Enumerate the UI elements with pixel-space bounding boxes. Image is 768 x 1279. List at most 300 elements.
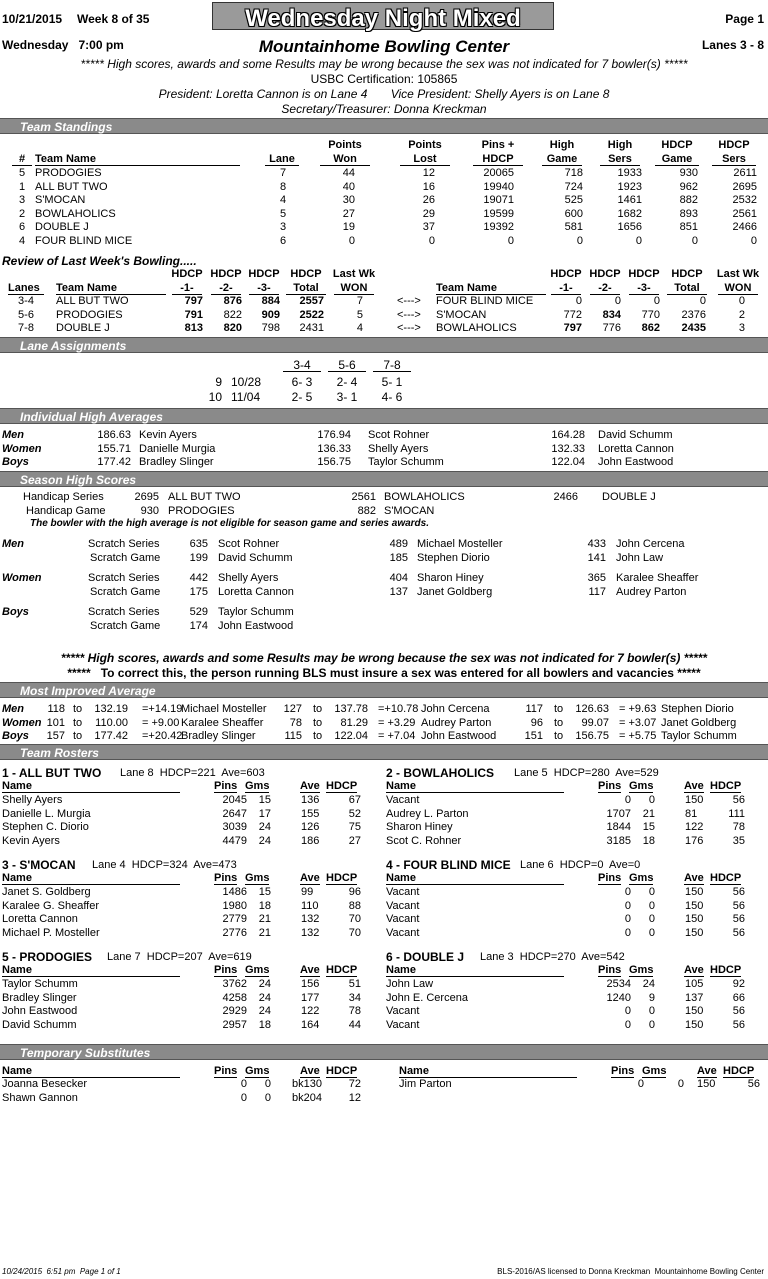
standing-lane: 3 xyxy=(279,221,287,233)
sub-ave: bk204 xyxy=(292,1092,322,1104)
improved-delta: = +9.00 xyxy=(142,716,180,729)
roster-player-gms: 24 xyxy=(258,834,271,847)
warning-line-1: ***** High scores, awards and some Results may be wrong because the sex was not indicated for 7 bowler(s) ***** xyxy=(60,651,708,665)
standing-won: 27 xyxy=(342,207,355,220)
season-score: 404 xyxy=(389,572,408,584)
season-bowler: Janet Goldberg xyxy=(417,586,493,598)
review-header-top: HDCP xyxy=(248,268,280,280)
lane-pairing: 2- 4 xyxy=(336,375,358,389)
high-avg-value: 164.28 xyxy=(551,429,585,441)
sub-name: Shawn Gannon xyxy=(2,1092,78,1104)
roster-player-hdcp: 111 xyxy=(728,807,745,820)
roster-player-hdcp: 56 xyxy=(732,1018,745,1031)
standing-team: ALL BUT TWO xyxy=(35,180,108,193)
roster-player-gms: 0 xyxy=(648,1005,655,1017)
roster-player-hdcp: 34 xyxy=(348,991,361,1004)
high-avg-name: Kevin Ayers xyxy=(139,429,197,441)
review-g3: 862 xyxy=(641,322,660,334)
review-g2: 822 xyxy=(223,308,242,321)
high-avg-name: David Schumm xyxy=(598,429,673,441)
review-header-top: HDCP xyxy=(171,268,203,280)
season-score: 529 xyxy=(189,606,208,618)
roster-player-ave: 156 xyxy=(301,978,320,990)
roster-player-ave: 137 xyxy=(685,991,704,1004)
review-header-top: HDCP xyxy=(550,268,582,280)
roster-player-name: Stephen C. Diorio xyxy=(2,821,89,833)
roster-player-ave: 150 xyxy=(685,1005,704,1017)
standing-hg: 525 xyxy=(564,194,583,206)
lanes-range: Lanes 3 - 8 xyxy=(701,38,764,52)
roster-player-gms: 21 xyxy=(258,913,271,925)
improved-to: to xyxy=(554,730,564,742)
footer-printed: 10/24/2015 6:51 pm Page 1 of 1 xyxy=(2,1267,121,1276)
roster-player-pins: 2647 xyxy=(222,807,247,820)
improved-end: 99.07 xyxy=(581,716,609,729)
high-avg-label: Men xyxy=(2,429,24,441)
roster-player-name: Karalee G. Sheaffer xyxy=(2,899,100,912)
improved-end: 110.00 xyxy=(95,716,128,729)
lane-date: 10/28 xyxy=(231,375,262,389)
standing-hs: 1923 xyxy=(617,180,642,193)
review-total: 2376 xyxy=(681,308,706,321)
roster-player-pins: 0 xyxy=(624,899,631,912)
roster-player-ave: 110 xyxy=(301,899,319,912)
review-header: -2- xyxy=(590,283,620,295)
season-bowler: Shelly Ayers xyxy=(218,572,279,584)
roster-col-hdcp: HDCP xyxy=(326,872,358,884)
improved-start: 118 xyxy=(47,703,65,715)
standing-lost: 0 xyxy=(428,234,435,247)
roster-col-name: Name xyxy=(2,965,180,977)
roster-player-hdcp: 56 xyxy=(732,926,745,939)
season-team-score: 2695 xyxy=(134,491,159,503)
column-header: Lost xyxy=(400,154,450,166)
lane-pairing: 3- 1 xyxy=(336,390,358,404)
roster-col-hdcp: HDCP xyxy=(710,964,742,976)
lane-pairing: 4- 6 xyxy=(381,390,403,404)
review-won: 7 xyxy=(356,295,363,307)
lane-week: 9 xyxy=(215,375,222,389)
subs-col-hdcp: HDCP xyxy=(723,1065,755,1077)
officers-line: President: Loretta Cannon is on Lane 4 Vice President: Shelly Ayers is on Lane 8 xyxy=(158,87,610,101)
roster-player-hdcp: 56 xyxy=(732,1005,745,1017)
roster-player-gms: 0 xyxy=(648,926,655,939)
roster-player-hdcp: 78 xyxy=(348,1005,361,1017)
eligibility-note: The bowler with the high average is not eligible for season game and series awards. xyxy=(30,518,429,529)
high-avg-value: 155.71 xyxy=(97,442,131,455)
section-title: Temporary Substitutes xyxy=(20,1046,151,1060)
standing-lost: 12 xyxy=(422,167,435,179)
roster-player-ave: 150 xyxy=(685,926,704,939)
standing-team: BOWLAHOLICS xyxy=(35,207,116,220)
standing-lost: 29 xyxy=(422,207,435,220)
roster-col-pins: Pins xyxy=(598,780,622,792)
improved-start: 96 xyxy=(530,716,543,729)
season-team-score: 2561 xyxy=(351,491,376,503)
improved-to: to xyxy=(313,716,323,729)
review-total: 0 xyxy=(699,295,706,307)
roster-player-pins: 1486 xyxy=(222,886,247,898)
roster-player-pins: 3185 xyxy=(606,834,631,847)
column-header-top: HDCP xyxy=(661,139,693,151)
subs-col-hdcp: HDCP xyxy=(326,1065,358,1077)
season-bowler: David Schumm xyxy=(218,552,293,564)
lane-pair-header: 3-4 xyxy=(283,359,321,372)
roster-player-pins: 4479 xyxy=(222,834,247,847)
improved-to: to xyxy=(554,716,564,729)
subs-col-name: Name xyxy=(2,1066,180,1078)
roster-player-gms: 15 xyxy=(258,794,271,806)
review-arrow: <---> xyxy=(397,295,421,307)
standing-hs: 1933 xyxy=(617,167,642,179)
subs-col-pins: Pins xyxy=(214,1065,238,1077)
column-header: Game xyxy=(542,154,582,166)
season-bowler: Taylor Schumm xyxy=(218,606,294,618)
high-avg-value: 176.94 xyxy=(317,429,351,441)
roster-team-info: Lane 4 HDCP=324 Ave=473 xyxy=(92,859,237,871)
review-header: -3- xyxy=(629,283,659,295)
high-avg-name: Danielle Murgia xyxy=(139,442,216,455)
review-header: Lanes xyxy=(8,283,44,295)
improved-start: 115 xyxy=(284,730,302,742)
standing-won: 30 xyxy=(342,194,355,206)
high-avg-name: Scot Rohner xyxy=(368,429,430,441)
roster-player-pins: 2534 xyxy=(606,978,631,990)
improved-to: to xyxy=(313,730,323,742)
standing-team: S'MOCAN xyxy=(35,194,86,206)
season-row-label: Scratch Game xyxy=(90,552,161,564)
season-bowler: Michael Mosteller xyxy=(417,538,503,550)
roster-player-hdcp: 56 xyxy=(732,886,745,898)
high-avg-name: Loretta Cannon xyxy=(598,442,674,455)
roster-player-name: Vacant xyxy=(386,794,420,806)
roster-player-gms: 15 xyxy=(642,821,655,833)
roster-player-ave: 126 xyxy=(301,821,320,833)
high-avg-value: 132.33 xyxy=(551,442,585,455)
roster-player-gms: 0 xyxy=(648,794,655,806)
roster-player-gms: 24 xyxy=(258,991,271,1004)
review-g3: 0 xyxy=(653,295,660,307)
standing-hs: 1682 xyxy=(617,207,642,220)
roster-player-name: Loretta Cannon xyxy=(2,913,78,925)
roster-player-ave: 105 xyxy=(685,978,704,990)
review-won: 0 xyxy=(738,295,745,307)
lane-pairing: 2- 5 xyxy=(291,390,313,404)
improved-delta: =+10.78 xyxy=(378,703,419,715)
day-time: Wednesday 7:00 pm xyxy=(2,38,124,52)
section-lane-assignments xyxy=(0,337,768,353)
review-won: 4 xyxy=(356,322,363,334)
season-bowler: Karalee Sheaffer xyxy=(616,572,699,584)
roster-player-ave: 132 xyxy=(301,926,320,939)
improved-bowler: Taylor Schumm xyxy=(661,730,737,742)
roster-col-ave: Ave xyxy=(300,964,320,976)
sub-ave: bk130 xyxy=(292,1078,322,1090)
roster-player-name: Taylor Schumm xyxy=(2,978,78,990)
roster-player-gms: 15 xyxy=(258,886,271,898)
season-row-label: Scratch Series xyxy=(88,572,160,584)
section-title: Most Improved Average xyxy=(20,684,156,698)
column-header: Won xyxy=(320,154,370,166)
review-lanes: 5-6 xyxy=(18,308,34,321)
lane-pair-header: 5-6 xyxy=(328,359,366,372)
sub-pins: 0 xyxy=(240,1078,247,1090)
improved-bowler: Audrey Parton xyxy=(421,716,492,729)
sex-warning: ***** High scores, awards and some Results may be wrong because the sex was not indicated for 7 bowler(s) ***** xyxy=(80,57,688,71)
improved-end: 126.63 xyxy=(575,703,609,715)
improved-end: 132.19 xyxy=(94,703,128,715)
season-team-label: Handicap Game xyxy=(26,505,106,517)
improved-delta: = +3.07 xyxy=(619,716,657,729)
column-header-top: High xyxy=(549,139,575,151)
column-header: Sers xyxy=(600,154,640,166)
review-header-top: HDCP xyxy=(589,268,621,280)
roster-player-ave: 164 xyxy=(301,1018,320,1031)
roster-player-ave: 155 xyxy=(301,807,320,820)
standing-hds: 2611 xyxy=(733,167,757,179)
review-won: 2 xyxy=(738,308,745,321)
review-header-top: HDCP xyxy=(210,268,242,280)
roster-player-gms: 18 xyxy=(642,834,655,847)
improved-to: to xyxy=(554,703,564,715)
standing-hds: 2695 xyxy=(732,180,757,193)
review-header: Total xyxy=(286,283,326,295)
column-header: Team Name xyxy=(35,154,240,166)
roster-player-hdcp: 66 xyxy=(732,991,745,1004)
roster-player-hdcp: 88 xyxy=(348,899,361,912)
center-name: Mountainhome Bowling Center xyxy=(258,37,510,56)
roster-player-name: John E. Cercena xyxy=(386,991,468,1004)
review-header: WON xyxy=(718,283,758,295)
improved-label: Men xyxy=(2,703,24,715)
season-row-label: Scratch Series xyxy=(88,538,160,550)
roster-player-hdcp: 44 xyxy=(348,1018,361,1031)
season-bowler: John Law xyxy=(616,552,664,564)
roster-player-gms: 18 xyxy=(258,899,271,912)
roster-player-gms: 21 xyxy=(642,807,655,820)
roster-player-name: Vacant xyxy=(386,1005,420,1017)
report-date: 10/21/2015 xyxy=(2,12,63,26)
season-row-label: Scratch Series xyxy=(88,606,160,618)
season-bowler: John Cercena xyxy=(616,538,685,550)
roster-player-gms: 0 xyxy=(648,886,655,898)
roster-col-gms: Gms xyxy=(245,780,270,792)
subs-col-gms: Gms xyxy=(245,1065,270,1077)
review-team: PRODOGIES xyxy=(56,308,123,321)
high-avg-label: Women xyxy=(2,442,42,455)
review-arrow: <---> xyxy=(397,308,421,321)
roster-player-name: David Schumm xyxy=(2,1018,77,1031)
subs-col-name: Name xyxy=(399,1066,577,1078)
review-header-top: Last Wk xyxy=(716,268,760,280)
improved-start: 117 xyxy=(525,703,543,715)
review-g1: 797 xyxy=(563,322,582,334)
standing-hdg: 882 xyxy=(679,194,698,206)
roster-player-name: Vacant xyxy=(386,886,420,898)
review-total: 2431 xyxy=(299,322,324,334)
roster-col-gms: Gms xyxy=(629,964,654,976)
review-header: -2- xyxy=(211,283,241,295)
roster-player-pins: 0 xyxy=(624,926,631,939)
review-title: Review of Last Week's Bowling..... xyxy=(2,254,197,268)
standing-lost: 26 xyxy=(422,194,435,206)
roster-player-pins: 0 xyxy=(624,1018,631,1031)
roster-player-gms: 17 xyxy=(258,807,271,820)
high-avg-name: Shelly Ayers xyxy=(368,442,429,455)
roster-player-hdcp: 56 xyxy=(732,913,745,925)
standing-hds: 0 xyxy=(750,234,757,247)
improved-delta: = +3.29 xyxy=(378,716,416,729)
standing-hdg: 962 xyxy=(679,180,698,193)
roster-col-gms: Gms xyxy=(245,872,270,884)
roster-col-gms: Gms xyxy=(245,964,270,976)
review-g1: 772 xyxy=(563,308,582,321)
standing-lane: 8 xyxy=(279,180,287,193)
season-score: 185 xyxy=(389,552,408,564)
season-score: 141 xyxy=(587,552,606,564)
high-avg-value: 136.33 xyxy=(317,442,351,455)
roster-player-ave: 177 xyxy=(301,991,320,1004)
roster-team-title: 5 - PRODOGIES xyxy=(2,950,93,964)
standing-pins: 19392 xyxy=(483,221,514,233)
roster-player-name: Vacant xyxy=(386,926,420,939)
roster-player-pins: 1844 xyxy=(606,821,631,833)
standing-pins: 0 xyxy=(507,234,514,247)
high-avg-value: 177.42 xyxy=(97,456,131,468)
standing-hg: 724 xyxy=(564,180,583,193)
sub-pins: 0 xyxy=(637,1078,644,1090)
roster-player-hdcp: 56 xyxy=(732,899,745,912)
roster-player-name: Danielle L. Murgia xyxy=(2,807,91,820)
roster-team-title: 2 - BOWLAHOLICS xyxy=(386,766,494,780)
high-avg-name: John Eastwood xyxy=(598,456,674,468)
standing-team: DOUBLE J xyxy=(35,221,89,233)
roster-player-hdcp: 70 xyxy=(348,913,361,925)
improved-bowler: John Eastwood xyxy=(421,730,497,742)
roster-player-gms: 18 xyxy=(258,1018,271,1031)
roster-player-name: John Law xyxy=(386,978,434,990)
standing-hds: 2561 xyxy=(732,207,757,220)
subs-col-ave: Ave xyxy=(300,1065,320,1077)
review-g1: 0 xyxy=(575,295,582,307)
improved-end: 156.75 xyxy=(575,730,609,742)
roster-team-info: Lane 5 HDCP=280 Ave=529 xyxy=(514,767,659,779)
roster-col-hdcp: HDCP xyxy=(710,780,742,792)
sub-name: Joanna Besecker xyxy=(2,1078,87,1090)
roster-col-hdcp: HDCP xyxy=(326,964,358,976)
improved-start: 157 xyxy=(46,730,65,742)
review-lanes: 7-8 xyxy=(18,322,34,334)
season-score: 365 xyxy=(587,572,606,584)
sub-pins: 0 xyxy=(240,1092,247,1104)
section-team-rosters xyxy=(0,744,768,760)
improved-bowler: Janet Goldberg xyxy=(661,716,737,729)
improved-to: to xyxy=(73,716,83,729)
season-team-score: 930 xyxy=(140,505,159,517)
roster-player-hdcp: 35 xyxy=(732,834,745,847)
standing-hs: 1656 xyxy=(617,221,642,233)
roster-col-hdcp: HDCP xyxy=(326,780,358,792)
high-avg-value: 186.63 xyxy=(97,429,131,441)
roster-team-info: Lane 8 HDCP=221 Ave=603 xyxy=(120,767,265,779)
season-row-label: Scratch Game xyxy=(90,620,161,632)
roster-player-ave: 150 xyxy=(685,1018,704,1031)
league-name: Wednesday Night Mixed xyxy=(245,5,521,32)
review-g3: 798 xyxy=(261,322,280,334)
improved-delta: = +7.04 xyxy=(378,730,416,742)
roster-col-name: Name xyxy=(2,781,180,793)
lane-pairing: 5- 1 xyxy=(381,375,403,389)
improved-end: 122.04 xyxy=(334,730,368,742)
page-number: Page 1 xyxy=(725,12,764,26)
standing-hs: 0 xyxy=(635,234,642,247)
standing-rank: 3 xyxy=(18,194,26,206)
column-header-top: Points xyxy=(408,139,442,151)
roster-player-ave: 150 xyxy=(685,794,704,806)
roster-player-name: Bradley Slinger xyxy=(2,991,77,1004)
roster-player-gms: 0 xyxy=(648,1018,655,1031)
sub-gms: 0 xyxy=(264,1092,271,1104)
sub-hdcp: 56 xyxy=(747,1078,760,1090)
season-score: 117 xyxy=(588,586,606,598)
section-most-improved xyxy=(0,682,768,698)
season-score: 635 xyxy=(189,538,208,550)
roster-col-pins: Pins xyxy=(214,872,238,884)
standing-hg: 0 xyxy=(576,234,583,247)
roster-col-gms: Gms xyxy=(629,780,654,792)
roster-player-gms: 24 xyxy=(642,978,655,990)
lane-week: 10 xyxy=(208,390,222,404)
standing-rank: 4 xyxy=(18,234,26,247)
review-header: WON xyxy=(334,283,374,295)
season-bowler: Stephen Diorio xyxy=(417,552,490,564)
roster-player-name: Audrey L. Parton xyxy=(386,807,469,820)
section-title: Individual High Averages xyxy=(20,410,163,424)
standing-hdg: 930 xyxy=(679,167,698,179)
standing-won: 0 xyxy=(348,234,355,247)
season-score: 489 xyxy=(389,538,408,550)
roster-player-name: Michael P. Mosteller xyxy=(2,926,100,939)
standing-team: FOUR BLIND MICE xyxy=(35,234,133,247)
review-header-top: Last Wk xyxy=(332,268,376,280)
roster-player-hdcp: 70 xyxy=(348,926,361,939)
subs-col-ave: Ave xyxy=(697,1065,717,1077)
review-team: FOUR BLIND MICE xyxy=(436,295,534,307)
review-team: S'MOCAN xyxy=(436,308,487,321)
roster-player-pins: 1980 xyxy=(222,899,247,912)
standing-hg: 581 xyxy=(564,221,583,233)
section-temporary-subs xyxy=(0,1044,768,1060)
roster-player-pins: 1707 xyxy=(606,807,631,820)
roster-player-ave: 186 xyxy=(301,834,320,847)
review-g1: 791 xyxy=(184,308,203,321)
subs-col-pins: Pins xyxy=(611,1065,635,1077)
season-group-label: Men xyxy=(2,538,24,550)
roster-player-hdcp: 52 xyxy=(348,807,361,820)
review-team: BOWLAHOLICS xyxy=(436,322,517,334)
standing-hg: 718 xyxy=(564,167,583,179)
roster-col-gms: Gms xyxy=(629,872,654,884)
roster-col-ave: Ave xyxy=(300,872,320,884)
roster-team-title: 3 - S'MOCAN xyxy=(2,858,76,872)
usbc-certification: USBC Certification: 105865 xyxy=(310,72,458,86)
roster-player-hdcp: 56 xyxy=(732,794,745,806)
roster-player-ave: 99 xyxy=(301,886,314,898)
column-header: Lane xyxy=(265,154,299,166)
roster-player-name: Shelly Ayers xyxy=(2,794,63,806)
season-team-name: BOWLAHOLICS xyxy=(384,491,465,503)
column-header: Game xyxy=(655,154,699,166)
